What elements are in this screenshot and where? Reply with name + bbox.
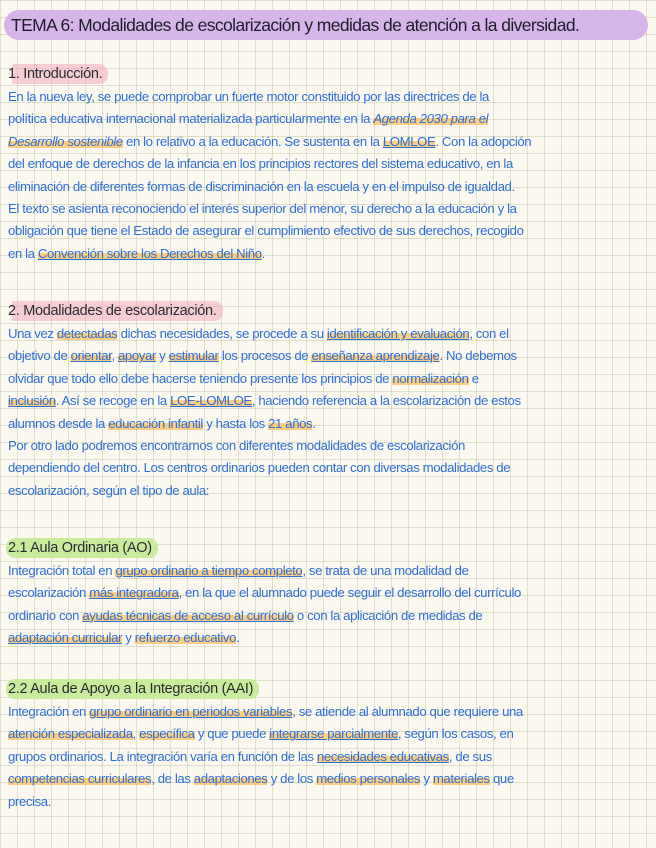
text-line — [8, 153, 648, 175]
text-segment: objetivo de — [8, 348, 71, 364]
paragraph-introduccion — [8, 86, 648, 265]
highlighted-term: materiales — [432, 771, 490, 787]
highlighted-term: más integradora — [89, 585, 179, 601]
highlighted-term: refuerzo educativo — [134, 630, 237, 646]
text-segment: escolarización, según el tipo de aula: — [8, 482, 210, 498]
text-segment: . No debemos — [439, 348, 517, 364]
highlighted-term: grupo ordinario en periodos variables — [89, 704, 293, 719]
text-segment: política educativa internacional materializada particularmente en la — [8, 111, 374, 127]
text-line — [8, 457, 648, 479]
text-segment: y hasta los — [202, 415, 269, 431]
text-line — [8, 435, 648, 457]
text-segment: . Así se recoge en la — [55, 393, 171, 409]
highlighted-term: Desarrollo sostenible — [8, 133, 123, 149]
page-title: TEMA 6: Modalidades de escolarización y medidas de atención a la diversidad. — [4, 10, 648, 40]
highlighted-term: atención especializada — [8, 726, 133, 742]
text-line — [8, 723, 648, 745]
text-line — [8, 345, 648, 367]
text-line — [8, 390, 648, 412]
text-segment: dependiendo del centro. Los centros ordinarios pueden contar con diversas modalidades de — [8, 460, 511, 476]
highlighted-term: detectadas — [56, 326, 118, 341]
text-line — [8, 480, 648, 502]
text-line — [8, 86, 648, 108]
highlighted-term: Agenda 2030 para el — [373, 111, 489, 127]
text-segment: e — [468, 370, 479, 386]
text-segment: los procesos de — [218, 348, 312, 364]
highlighted-term: 21 años — [268, 415, 313, 431]
text-line — [8, 108, 648, 130]
text-segment: , en la que el alumnado puede seguir el desarrollo del currículo — [178, 585, 521, 601]
text-segment: Por otro lado podremos encontrarnos con diferentes modalidades de escolarización — [8, 438, 465, 454]
text-segment: y que puede — [194, 726, 270, 742]
text-segment: ordinario con — [8, 607, 83, 623]
text-segment: Una vez — [8, 326, 57, 341]
highlighted-term: integrarse parcialmente — [269, 726, 398, 742]
text-segment: obligación que tiene el Estado de asegurar el cumplimiento efectivo de sus derechos, recogido — [8, 223, 524, 239]
highlighted-term: adaptaciones — [193, 771, 268, 787]
text-segment: y — [420, 771, 433, 787]
text-line — [8, 746, 648, 768]
text-line — [8, 198, 648, 220]
text-line — [8, 560, 648, 582]
text-line — [8, 605, 648, 627]
text-segment: , — [111, 348, 118, 364]
text-segment: El texto se asienta reconociendo el interés superior del menor, su derecho a la educación y la — [8, 201, 517, 217]
text-segment: y de los — [267, 771, 317, 787]
text-line — [8, 768, 648, 790]
highlighted-term: Convención sobre los Derechos del Niño — [37, 245, 262, 261]
highlighted-term: estimular — [168, 348, 219, 364]
section-heading-modalidades: 2. Modalidades de escolarización. — [6, 301, 223, 321]
highlighted-term: ayudas técnicas de acceso al currículo — [82, 607, 294, 623]
text-segment: , de las — [151, 771, 194, 787]
highlighted-term: educación infantil — [108, 415, 203, 431]
text-segment: y — [122, 630, 135, 646]
text-segment: , se atiende al alumnado que requiere una — [292, 704, 523, 719]
text-segment: , — [132, 726, 140, 742]
text-segment: que — [489, 771, 514, 787]
section-heading-introduccion: 1. Introducción. — [6, 64, 108, 84]
paragraph-aula-apoyo — [8, 701, 648, 813]
text-line — [8, 176, 648, 198]
text-segment: del enfoque de derechos de la infancia en los principios rectores del sistema educativo, en la — [8, 156, 513, 172]
text-line — [8, 243, 648, 265]
text-line — [8, 582, 648, 604]
paragraph-modalidades — [8, 323, 648, 502]
text-segment: o con la aplicación de medidas de — [293, 607, 483, 623]
text-segment: . — [312, 415, 316, 431]
highlighted-term: apoyar — [117, 348, 156, 364]
text-segment: , de sus — [448, 748, 492, 764]
highlighted-term: adaptación curricular — [8, 630, 123, 646]
text-segment: , con el — [469, 326, 509, 341]
text-line — [8, 627, 648, 649]
section-heading-aula-ordinaria: 2.1 Aula Ordinaria (AO) — [6, 538, 158, 558]
text-segment: , se trata de una modalidad de — [302, 563, 469, 578]
text-segment: En la nueva ley, se puede comprobar un fuerte motor constituido por las directrices de la — [8, 89, 489, 104]
text-segment: Integración en — [8, 704, 90, 719]
highlighted-term: necesidades educativas — [316, 748, 449, 764]
text-segment: grupos ordinarios. La integración varía en función de las — [8, 748, 317, 764]
text-line — [8, 323, 648, 345]
text-line — [8, 701, 648, 723]
text-segment: alumnos desde la — [8, 415, 109, 431]
highlighted-term: medios personales — [316, 771, 421, 787]
text-segment: . — [261, 245, 265, 261]
text-segment: olvidar que todo ello debe hacerse teniendo presente los principios de — [8, 370, 393, 386]
highlighted-term: normalización — [392, 370, 469, 386]
section-heading-aula-apoyo: 2.2 Aula de Apoyo a la Integración (AAI) — [6, 679, 259, 699]
text-line — [8, 131, 648, 153]
text-segment: en lo relativo a la educación. Se sustenta en la — [122, 133, 383, 149]
highlighted-term: LOMLOE — [382, 133, 436, 149]
text-segment: dichas necesidades, se procede a su — [117, 326, 327, 341]
text-segment: eliminación de diferentes formas de discriminación en la escuela y en el impulso de igualdad. — [8, 178, 515, 194]
highlighted-term: enseñanza aprendizaje — [311, 348, 440, 364]
text-segment: en la — [8, 245, 38, 261]
highlighted-term: competencias curriculares — [8, 771, 152, 787]
text-segment: . Con la adopción — [435, 133, 532, 149]
text-segment: precisa. — [8, 793, 51, 809]
text-segment: Integración total en — [8, 563, 116, 578]
text-segment: , haciendo referencia a la escolarización de estos — [251, 393, 521, 409]
text-line — [8, 791, 648, 813]
text-line — [8, 413, 648, 435]
text-segment: , según los casos, en — [397, 726, 514, 742]
text-segment: . — [236, 630, 240, 646]
text-line — [8, 368, 648, 390]
highlighted-term: grupo ordinario a tiempo completo — [115, 563, 303, 578]
text-line — [8, 220, 648, 242]
highlighted-term: inclusión — [8, 393, 56, 409]
highlighted-term: identificación y evaluación — [326, 326, 470, 341]
paragraph-aula-ordinaria — [8, 560, 648, 650]
highlighted-term: específica — [139, 726, 195, 742]
text-segment: y — [155, 348, 169, 364]
highlighted-term: orientar — [70, 348, 112, 364]
text-segment: escolarización — [8, 585, 90, 601]
highlighted-term: LOE-LOMLOE — [170, 393, 252, 409]
